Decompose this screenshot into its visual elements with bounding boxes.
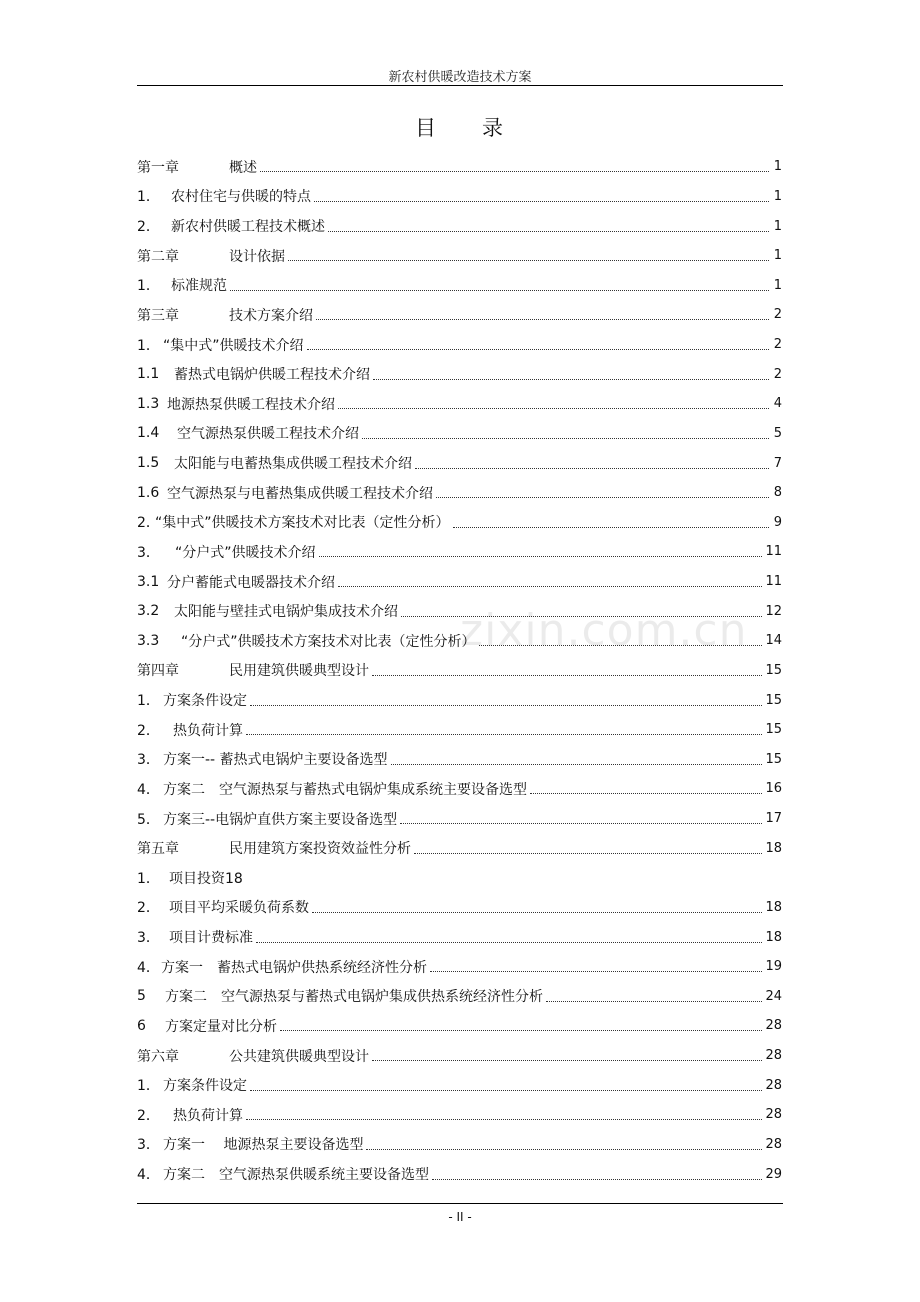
toc-entry[interactable] — [137, 300, 782, 330]
toc-entry-page: 1 — [773, 248, 782, 264]
toc-entry-page: 2 — [773, 366, 782, 382]
dot-leader — [366, 1149, 762, 1150]
dot-leader — [314, 201, 769, 202]
table-of-contents — [137, 152, 782, 1189]
toc-entry-label: 蓄热式电锅炉供暖工程技术介绍 — [174, 367, 370, 384]
toc-entry[interactable] — [137, 982, 782, 1012]
toc-entry[interactable] — [137, 952, 782, 982]
toc-entry-number: 2． — [137, 515, 160, 532]
toc-entry[interactable] — [137, 745, 782, 775]
toc-entry-number: 3． — [137, 930, 160, 947]
toc-entry-number: 2． — [137, 900, 160, 917]
toc-entry-page: 15 — [765, 662, 782, 678]
toc-entry-label: 民用建筑方案投资效益性分析 — [229, 841, 411, 858]
toc-entry-label: 空气源热泵供暖工程技术介绍 — [177, 426, 359, 443]
dot-leader — [312, 912, 762, 913]
dot-leader — [432, 1179, 762, 1180]
toc-entry-number: 6 — [137, 1017, 146, 1034]
toc-entry-page: 11 — [765, 574, 782, 590]
running-header: 新农村供暖改造技术方案 — [388, 70, 532, 85]
dot-leader — [415, 468, 769, 469]
dot-leader — [328, 231, 769, 232]
toc-entry-page: 15 — [765, 692, 782, 708]
toc-entry-number: 第三章 — [137, 307, 179, 324]
toc-entry[interactable] — [137, 152, 782, 182]
toc-entry-page: 28 — [765, 1018, 782, 1034]
toc-entry-number: 3.1 — [137, 573, 160, 590]
toc-entry-label: 方案二 空气源热泵与蓄热式电锅炉集成供热系统经济性分析 — [165, 989, 543, 1006]
toc-entry-number: 1.3 — [137, 395, 160, 412]
toc-entry-label: “集中式”供暖技术方案技术对比表（定性分析） — [155, 515, 450, 532]
toc-entry-label: 方案二 空气源热泵供暖系统主要设备选型 — [163, 1167, 429, 1184]
toc-entry-label: “集中式”供暖技术介绍 — [163, 337, 304, 354]
toc-entry-page: 29 — [765, 1166, 782, 1182]
toc-entry-label: 项目投资18 — [169, 870, 243, 887]
toc-entry-page: 24 — [765, 988, 782, 1004]
dot-leader — [362, 438, 769, 439]
toc-entry-page: 11 — [765, 544, 782, 560]
toc-entry-number: 第五章 — [137, 841, 179, 858]
toc-entry[interactable] — [137, 419, 782, 449]
toc-entry[interactable] — [137, 478, 782, 508]
dot-leader — [256, 942, 762, 943]
toc-entry-number: 3． — [137, 544, 160, 561]
dot-leader — [316, 319, 769, 320]
toc-entry[interactable] — [137, 330, 782, 360]
toc-entry-label: 方案三--电锅炉直供方案主要设备选型 — [163, 811, 398, 828]
toc-entry-number: 第六章 — [137, 1048, 179, 1065]
dot-leader — [530, 793, 762, 794]
toc-entry[interactable] — [137, 863, 782, 893]
toc-entry-label: 方案一 蓄热式电锅炉供热系统经济性分析 — [161, 959, 427, 976]
toc-entry-page: 28 — [765, 1048, 782, 1064]
toc-entry-label: 概述 — [229, 159, 257, 176]
toc-entry[interactable] — [137, 656, 782, 686]
toc-entry[interactable] — [137, 893, 782, 923]
dot-leader — [414, 853, 762, 854]
toc-entry-number: 2． — [137, 1107, 160, 1124]
toc-entry-number: 第四章 — [137, 663, 179, 680]
toc-entry-label: 方案一 地源热泵主要设备选型 — [163, 1137, 364, 1154]
toc-entry-page: 14 — [765, 633, 782, 649]
toc-entry-page: 8 — [773, 485, 782, 501]
toc-entry-number: 3.3 — [137, 632, 160, 649]
toc-entry-label: 方案二 空气源热泵与蓄热式电锅炉集成系统主要设备选型 — [163, 781, 527, 798]
toc-entry[interactable] — [137, 211, 782, 241]
dot-leader — [430, 971, 762, 972]
toc-entry-number: 第二章 — [137, 248, 179, 265]
toc-entry-number: 2． — [137, 219, 160, 236]
toc-entry[interactable] — [137, 537, 782, 567]
toc-entry-page: 2 — [773, 307, 782, 323]
toc-entry[interactable] — [137, 685, 782, 715]
dot-leader — [546, 1001, 762, 1002]
toc-entry[interactable] — [137, 448, 782, 478]
toc-entry[interactable] — [137, 715, 782, 745]
toc-entry-label: “分户式”供暖技术介绍 — [175, 544, 316, 561]
toc-entry-page: 15 — [765, 722, 782, 738]
dot-leader — [373, 379, 769, 380]
toc-entry-page: 1 — [773, 188, 782, 204]
dot-leader — [246, 734, 762, 735]
toc-entry-number: 4． — [137, 959, 160, 976]
toc-entry-page: 28 — [765, 1136, 782, 1152]
toc-entry-label: 太阳能与电蓄热集成供暖工程技术介绍 — [174, 456, 412, 473]
toc-entry-number: 1.1 — [137, 366, 160, 383]
toc-entry-label: 民用建筑供暖典型设计 — [229, 663, 369, 680]
toc-entry-label: 分户蓄能式电暖器技术介绍 — [167, 574, 335, 591]
toc-entry-number: 5 — [137, 988, 146, 1005]
toc-entry-page: 2 — [773, 337, 782, 353]
header-rule — [137, 85, 783, 86]
toc-entry-page: 9 — [773, 514, 782, 530]
toc-title-char-2: 录 — [482, 116, 505, 140]
toc-entry-page: 1 — [773, 218, 782, 234]
toc-entry-label: 空气源热泵与电蓄热集成供暖工程技术介绍 — [167, 485, 433, 502]
dot-leader — [260, 171, 769, 172]
toc-entry-page: 17 — [765, 811, 782, 827]
toc-entry-label: 项目计费标准 — [169, 930, 253, 947]
dot-leader — [250, 1090, 762, 1091]
dot-leader — [319, 556, 763, 557]
toc-entry-label: 农村住宅与供暖的特点 — [171, 189, 311, 206]
toc-entry-number: 2． — [137, 722, 160, 739]
toc-entry[interactable] — [137, 1159, 782, 1189]
watermark: zixin.com.cn — [460, 605, 748, 656]
toc-entry[interactable] — [137, 389, 782, 419]
toc-entry[interactable] — [137, 241, 782, 271]
toc-entry-label: 方案一-- 蓄热式电锅炉主要设备选型 — [163, 752, 388, 769]
toc-entry-label: 公共建筑供暖典型设计 — [229, 1048, 369, 1065]
toc-entry[interactable] — [137, 1011, 782, 1041]
toc-entry[interactable] — [137, 1100, 782, 1130]
dot-leader — [400, 823, 762, 824]
toc-entry-number: 3.2 — [137, 603, 160, 620]
toc-entry-page: 1 — [773, 277, 782, 293]
toc-entry-number: 3． — [137, 752, 160, 769]
toc-entry-label: “分户式”供暖技术方案技术对比表（定性分析） — [181, 633, 476, 650]
toc-entry-page: 18 — [765, 899, 782, 915]
toc-entry-number: 1.5 — [137, 455, 160, 472]
dot-leader — [338, 586, 762, 587]
toc-entry-number: 3． — [137, 1137, 160, 1154]
toc-entry-page: 18 — [765, 929, 782, 945]
toc-entry-label: 设计依据 — [229, 248, 285, 265]
footer-rule — [137, 1203, 783, 1204]
toc-entry-number: 1． — [137, 278, 160, 295]
dot-leader — [453, 527, 769, 528]
dot-leader — [391, 764, 763, 765]
dot-leader — [230, 290, 769, 291]
toc-entry-number: 1． — [137, 337, 160, 354]
toc-entry-page: 5 — [773, 425, 782, 441]
dot-leader — [372, 1060, 762, 1061]
toc-entry-page: 7 — [773, 455, 782, 471]
toc-entry-number: 4． — [137, 1167, 160, 1184]
toc-entry-page: 12 — [765, 603, 782, 619]
toc-entry-number: 1． — [137, 693, 160, 710]
toc-title — [0, 112, 920, 142]
dot-leader — [246, 1119, 762, 1120]
toc-entry[interactable] — [137, 1041, 782, 1071]
toc-entry-number: 4． — [137, 781, 160, 798]
toc-entry-label: 技术方案介绍 — [229, 307, 313, 324]
toc-entry-label: 方案定量对比分析 — [165, 1018, 277, 1035]
dot-leader — [280, 1030, 762, 1031]
toc-entry-number: 第一章 — [137, 159, 179, 176]
toc-entry-label: 新农村供暖工程技术概述 — [171, 219, 325, 236]
toc-entry-label: 热负荷计算 — [173, 722, 243, 739]
toc-entry-page: 1 — [773, 159, 782, 175]
toc-entry-number: 1． — [137, 189, 160, 206]
toc-title-char-1: 目 — [415, 116, 438, 140]
dot-leader — [307, 349, 769, 350]
toc-entry[interactable] — [137, 1070, 782, 1100]
toc-entry-page: 28 — [765, 1107, 782, 1123]
toc-entry-label: 项目平均采暖负荷系数 — [169, 900, 309, 917]
toc-entry[interactable] — [137, 567, 782, 597]
dot-leader — [436, 497, 769, 498]
toc-entry-page: 15 — [765, 751, 782, 767]
toc-entry[interactable] — [137, 508, 782, 538]
toc-entry-label: 地源热泵供暖工程技术介绍 — [167, 396, 335, 413]
toc-entry-page: 16 — [765, 781, 782, 797]
toc-entry[interactable] — [137, 182, 782, 212]
toc-entry-label: 方案条件设定 — [163, 1078, 247, 1095]
dot-leader — [288, 260, 769, 261]
toc-entry-label: 方案条件设定 — [163, 693, 247, 710]
toc-entry-number: 1． — [137, 1078, 160, 1095]
toc-entry-number: 5． — [137, 811, 160, 828]
toc-entry[interactable] — [137, 804, 782, 834]
toc-entry-number: 1． — [137, 870, 160, 887]
dot-leader — [372, 675, 762, 676]
dot-leader — [250, 705, 762, 706]
toc-entry[interactable] — [137, 359, 782, 389]
page-number: - II - — [448, 1210, 472, 1224]
dot-leader — [338, 408, 769, 409]
toc-entry-page: 28 — [765, 1077, 782, 1093]
toc-entry-page: 19 — [765, 959, 782, 975]
toc-entry-page: 18 — [765, 840, 782, 856]
toc-entry-number: 1.6 — [137, 484, 160, 501]
toc-entry[interactable] — [137, 833, 782, 863]
toc-entry[interactable] — [137, 774, 782, 804]
toc-entry[interactable] — [137, 922, 782, 952]
toc-entry-label: 标准规范 — [171, 278, 227, 295]
toc-entry-label: 热负荷计算 — [173, 1107, 243, 1124]
toc-entry-page: 4 — [773, 396, 782, 412]
toc-entry[interactable] — [137, 1130, 782, 1160]
toc-entry-label: 太阳能与壁挂式电锅炉集成技术介绍 — [174, 604, 398, 621]
toc-entry-number: 1.4 — [137, 425, 160, 442]
toc-entry[interactable] — [137, 271, 782, 301]
